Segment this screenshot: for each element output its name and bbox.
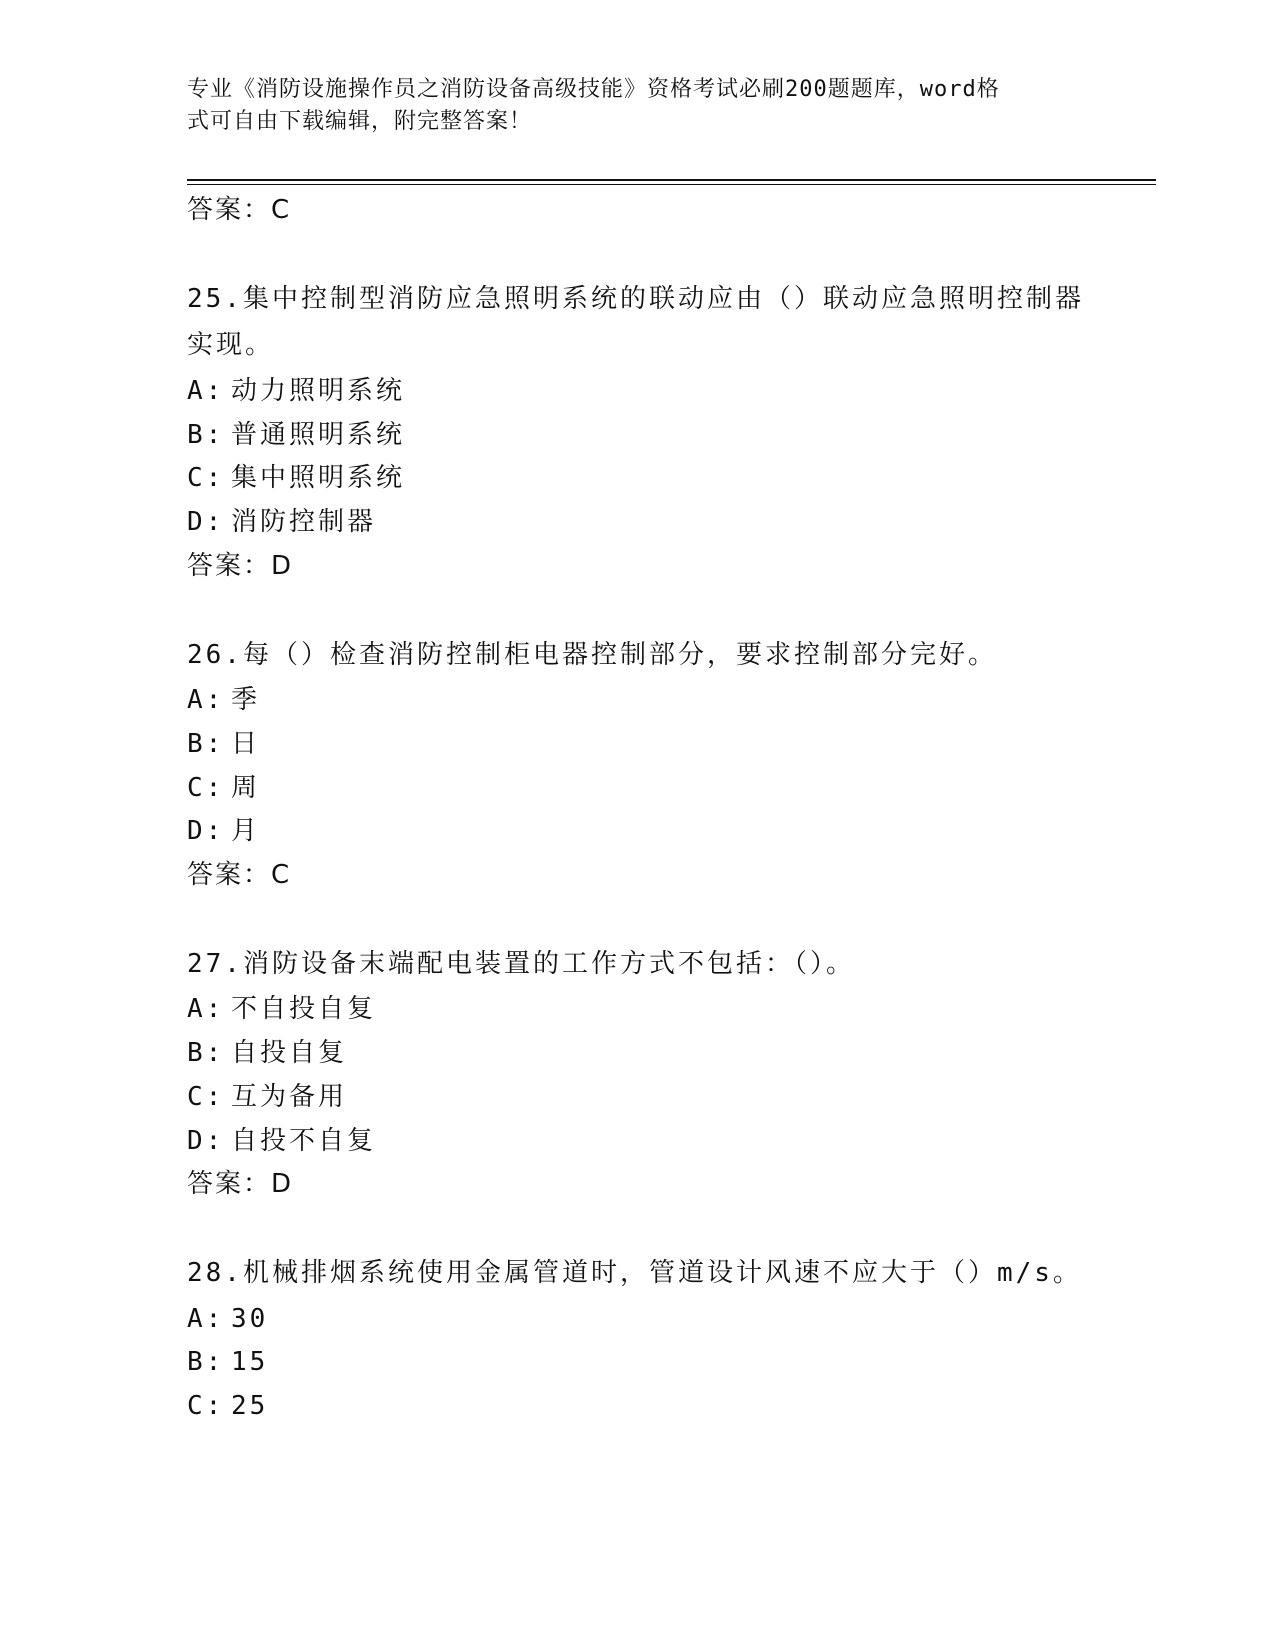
option-text: 月 bbox=[231, 816, 261, 846]
answer-26: 答案：C bbox=[187, 860, 292, 890]
header-line-2: 式可自由下载编辑，附完整答案！ bbox=[187, 109, 533, 134]
answer-27: 答案：D bbox=[187, 1169, 294, 1199]
question-28-option-c bbox=[187, 1388, 268, 1424]
question-26-option-d bbox=[187, 813, 260, 849]
header-divider-thick bbox=[187, 179, 1156, 181]
option-text: 消防控制器 bbox=[231, 507, 377, 537]
header-line-1: 专业《消防设施操作员之消防设备高级技能》资格考试必刷200题题库，word格 bbox=[187, 77, 1000, 102]
option-label: C: bbox=[187, 1082, 225, 1112]
option-text: 25 bbox=[231, 1391, 269, 1421]
option-label: B: bbox=[187, 420, 225, 450]
question-25-option-c bbox=[187, 460, 405, 496]
question-28-option-a bbox=[187, 1301, 268, 1337]
option-text: 互为备用 bbox=[231, 1082, 348, 1112]
option-text: 30 bbox=[231, 1304, 269, 1334]
option-text: 不自投自复 bbox=[231, 994, 377, 1024]
question-25-option-d bbox=[187, 504, 376, 540]
option-label: A: bbox=[187, 376, 225, 406]
answer-25: 答案：D bbox=[187, 551, 294, 581]
option-text: 普通照明系统 bbox=[231, 420, 406, 450]
question-27-option-c bbox=[187, 1079, 347, 1115]
option-label: A: bbox=[187, 994, 225, 1024]
option-label: A: bbox=[187, 685, 225, 715]
option-text: 自投自复 bbox=[231, 1038, 348, 1068]
question-26-option-a bbox=[187, 682, 260, 718]
question-27-option-b bbox=[187, 1035, 347, 1071]
option-label: D: bbox=[187, 816, 225, 846]
option-label: C: bbox=[187, 1391, 225, 1421]
question-28-text: 28.机械排烟系统使用金属管道时，管道设计风速不应大于（）m/s。 bbox=[187, 1258, 1082, 1288]
question-26-text: 26.每（）检查消防控制柜电器控制部分，要求控制部分完好。 bbox=[187, 640, 997, 670]
option-text: 集中照明系统 bbox=[231, 463, 406, 493]
option-label: B: bbox=[187, 729, 225, 759]
question-27-text: 27.消防设备末端配电装置的工作方式不包括：（）。 bbox=[187, 949, 855, 979]
option-label: C: bbox=[187, 773, 225, 803]
question-25-option-a bbox=[187, 373, 405, 409]
option-text: 自投不自复 bbox=[231, 1126, 377, 1156]
document-header bbox=[187, 74, 1067, 138]
answer-24: 答案：C bbox=[187, 195, 292, 225]
question-25-option-b bbox=[187, 417, 405, 453]
option-label: D: bbox=[187, 1126, 225, 1156]
option-text: 周 bbox=[231, 773, 261, 803]
option-label: B: bbox=[187, 1038, 225, 1068]
question-26-option-c bbox=[187, 770, 260, 806]
question-28-option-b bbox=[187, 1344, 268, 1380]
question-27-option-a bbox=[187, 991, 376, 1027]
option-text: 动力照明系统 bbox=[231, 376, 406, 406]
header-divider-thin bbox=[187, 184, 1156, 185]
question-25-text: 25.集中控制型消防应急照明系统的联动应由（）联动应急照明控制器实现。 bbox=[187, 284, 1084, 360]
option-label: A: bbox=[187, 1304, 225, 1334]
option-label: C: bbox=[187, 463, 225, 493]
option-text: 季 bbox=[231, 685, 261, 715]
option-text: 15 bbox=[231, 1347, 269, 1377]
option-label: B: bbox=[187, 1347, 225, 1377]
option-text: 日 bbox=[231, 729, 261, 759]
question-26-option-b bbox=[187, 726, 260, 762]
question-27-option-d bbox=[187, 1123, 376, 1159]
option-label: D: bbox=[187, 507, 225, 537]
